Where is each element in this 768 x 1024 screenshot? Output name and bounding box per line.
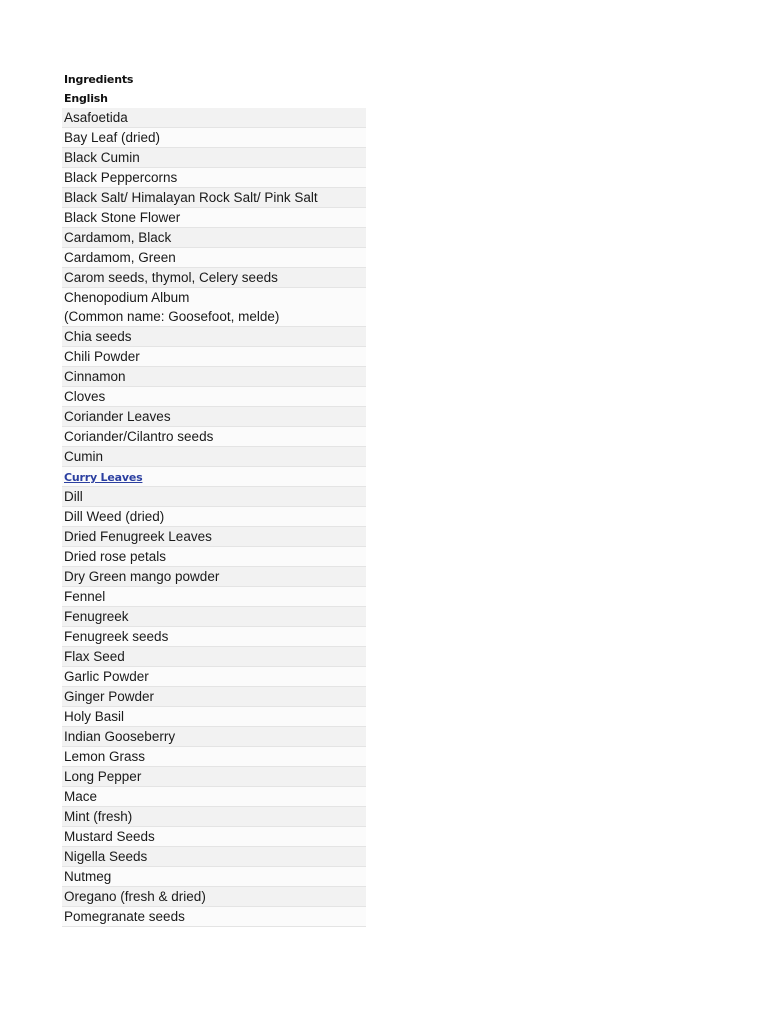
list-item: Lemon Grass xyxy=(62,747,366,767)
list-item: Cumin xyxy=(62,447,366,467)
list-item: Cardamom, Black xyxy=(62,228,366,248)
list-item: Dill xyxy=(62,487,366,507)
list-item: Garlic Powder xyxy=(62,667,366,687)
list-item: Black Cumin xyxy=(62,148,366,168)
list-item: Coriander/Cilantro seeds xyxy=(62,427,366,447)
list-item: Chia seeds xyxy=(62,327,366,347)
ingredient-list xyxy=(62,108,366,927)
list-item: Mint (fresh) xyxy=(62,807,366,827)
column-header-english: English xyxy=(64,92,108,105)
list-item: Cardamom, Green xyxy=(62,248,366,268)
list-item: Dried Fenugreek Leaves xyxy=(62,527,366,547)
list-item xyxy=(62,288,366,327)
list-item: Mace xyxy=(62,787,366,807)
list-item-line: (Common name: Goosefoot, melde) xyxy=(64,309,280,324)
list-item: Black Peppercorns xyxy=(62,168,366,188)
list-item-line: Chenopodium Album xyxy=(64,290,190,305)
list-item: Fenugreek seeds xyxy=(62,627,366,647)
list-item: Holy Basil xyxy=(62,707,366,727)
list-item: Dill Weed (dried) xyxy=(62,507,366,527)
sheet-title: Ingredients xyxy=(64,73,134,86)
list-item: Oregano (fresh & dried) xyxy=(62,887,366,907)
list-item: Carom seeds, thymol, Celery seeds xyxy=(62,268,366,288)
list-item: Nigella Seeds xyxy=(62,847,366,867)
list-item: Black Salt/ Himalayan Rock Salt/ Pink Salt xyxy=(62,188,366,208)
list-item: Nutmeg xyxy=(62,867,366,887)
list-item: Black Stone Flower xyxy=(62,208,366,228)
list-item: Bay Leaf (dried) xyxy=(62,128,366,148)
list-item: Dry Green mango powder xyxy=(62,567,366,587)
list-item: Flax Seed xyxy=(62,647,366,667)
list-item: Asafoetida xyxy=(62,108,366,128)
list-item: Dried rose petals xyxy=(62,547,366,567)
curry-leaves-link[interactable]: Curry Leaves xyxy=(64,471,143,484)
list-item: Pomegranate seeds xyxy=(62,907,366,927)
list-item: Fennel xyxy=(62,587,366,607)
list-item: Cinnamon xyxy=(62,367,366,387)
list-item: Fenugreek xyxy=(62,607,366,627)
list-item: Indian Gooseberry xyxy=(62,727,366,747)
list-item: Cloves xyxy=(62,387,366,407)
list-item: Ginger Powder xyxy=(62,687,366,707)
list-item xyxy=(62,467,366,487)
ingredients-sheet xyxy=(62,70,366,927)
list-item: Coriander Leaves xyxy=(62,407,366,427)
list-item: Chili Powder xyxy=(62,347,366,367)
list-item: Long Pepper xyxy=(62,767,366,787)
list-item: Mustard Seeds xyxy=(62,827,366,847)
